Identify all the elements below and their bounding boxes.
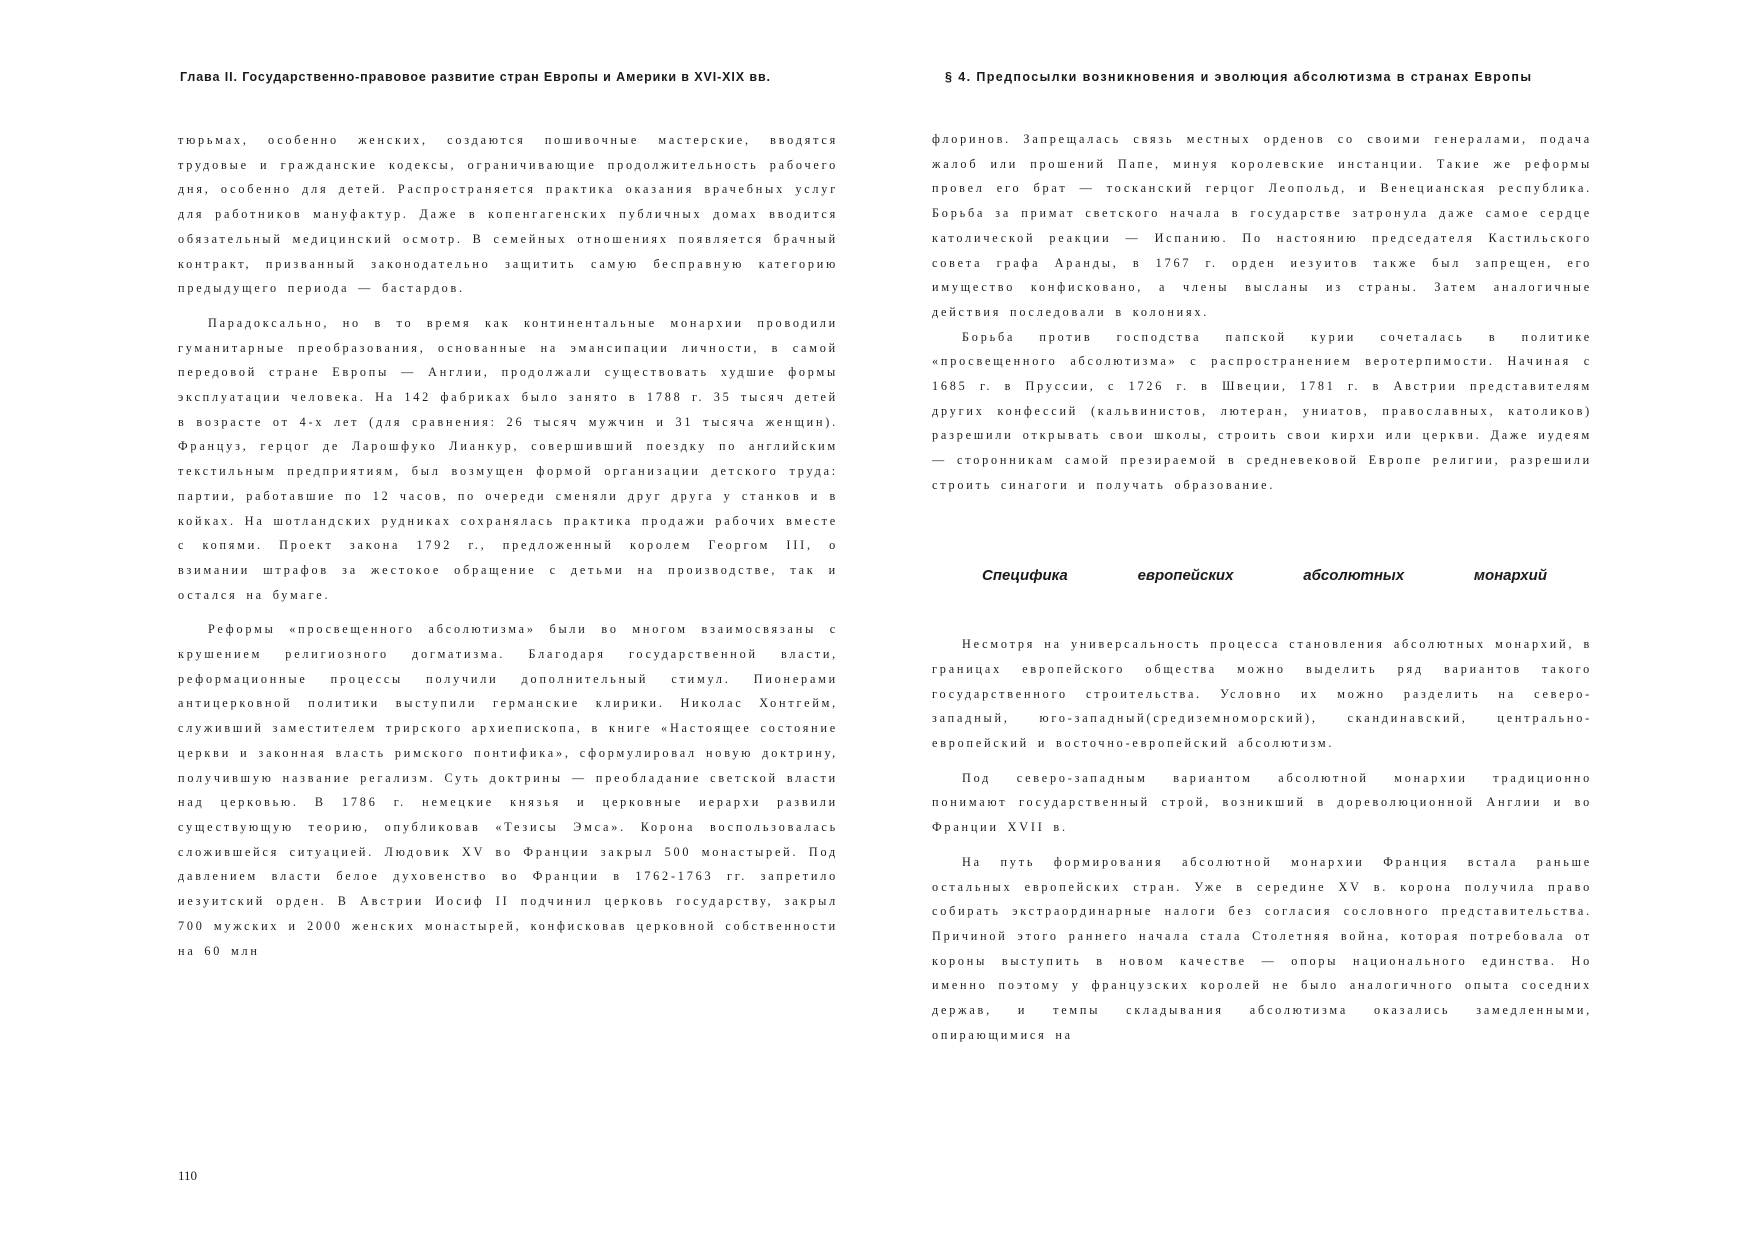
running-head-left: Глава II. Государственно-правовое развитие стран Европы и Америки в XVI-XIX вв. [180, 70, 771, 84]
right-page-body [932, 127, 1592, 1048]
right-page [877, 0, 1754, 1239]
running-head-right: § 4. Предпосылки возникновения и эволюция абсолютизма в странах Европы [945, 70, 1533, 84]
left-paragraph-3: Реформы «просвещенного абсолютизма» были во многом взаимосвязаны с крушением религиозного догматизма. Благодаря государственной власти, реформационные процессы получили дополнительный стимул. Пионерами антицерковной политики выступили германские клирики. Николас Хонтгейм, служивший заместителем трирского архиепископа, в книге «Настоящее состояние церкви и законная власть римского понтифика», сформулировал новую доктрину, получившую название регализм. Суть доктрины — преобладание светской власти над церковью. В 1786 г. немецкие князья и церковные иерархи развили существующую теорию, опубликовав «Тезисы Эмса». Корона воспользовалась сложившейся ситуацией. Людовик XV во Франции закрыл 500 монастырей. Под давлением власти белое духовенство во Франции в 1762-1763 гг. запретило иезуитский орден. В Австрии Иосиф II подчинил церковь государству, закрыл 700 мужских и 2000 женских монастырей, конфисковав церковной собственности на 60 млн [178, 622, 838, 958]
left-page-body [178, 128, 838, 963]
section-heading-word-2: европейских [1137, 566, 1234, 584]
left-paragraph-2: Парадоксально, но в то время как континентальные монархии проводили гуманитарные преобразования, основанные на эмансипации личности, в самой передовой стране Европы — Англии, продолжали существовать худшие формы эксплуатации человека. На 142 фабриках было занято в 1788 г. 35 тысяч детей в возрасте от 4-х лет (для сравнения: 26 тысяч мужчин и 31 тысяча женщин). Француз, герцог де Ларошфуко Лианкур, совершивший поездку по английским текстильным предприятиям, был возмущен формой организации детского труда: партии, работавшие по 12 часов, по очереди сменяли друг друга у станков и в койках. На шотландских рудниках сохранялась практика продажи рабочих вместе с копями. Проект закона 1792 г., предложенный королем Георгом III, о взимании штрафов за жестокое обращение с детьми на производстве, так и остался на бумаге. [178, 315, 838, 602]
section-heading [932, 564, 1592, 589]
page-number: 110 [178, 1168, 198, 1183]
section-heading-word-1: Специфика [982, 566, 1068, 584]
left-paragraph-1: тюрьмах, особенно женских, создаются пошивочные мастерские, вводятся трудовые и гражданские кодексы, ограничивающие продолжительность рабочего дня, особенно для детей. Распространяется практика оказания врачебных услуг для работников мануфактур. Даже в копенгагенских публичных домах вводится обязательный медицинский осмотр. В семейных отношениях появляется брачный контракт, призванный законодательно защитить самую бесправную категорию предыдущего периода — бастардов. [178, 133, 838, 296]
right-paragraph-2: Борьба против господства папской курии сочеталась в политике «просвещенного абсолютизма» с распространением веротерпимости. Начиная с 1685 г. в Пруссии, с 1726 г. в Швеции, 1781 г. в Австрии представителям других конфессий (кальвинистов, лютеран, униатов, православных, католиков) разрешили открывать свои школы, строить свои кирхи или церкви. Даже иудеям — сторонникам самой презираемой в средневековой Европе религии, разрешили строить синагоги и получать образование. [932, 329, 1592, 492]
right-paragraph-3: Несмотря на универсальность процесса становления абсолютных монархий, в границах европейского общества можно выделить ряд вариантов такого государственного строительства. Условно их можно разделить на северо-западный, юго-западный(средиземноморский), скандинавский, центрально-европейский и восточно-европейский абсолютизм. [932, 637, 1592, 751]
right-paragraph-1: флоринов. Запрещалась связь местных орденов со своими генералами, подача жалоб или прошений Папе, минуя королевские инстанции. Такие же реформы провел его брат — тосканский герцог Леопольд, и Венецианская республика. Борьба за примат светского начала в государстве затронула даже самое сердце католической реакции — Испанию. По настоянию председателя Кастильского совета графа Аранды, в 1767 г. орден иезуитов также был запрещен, его имущество конфисковано, а члены высланы из страны. Затем аналогичные действия последовали в колониях. [932, 132, 1592, 319]
right-paragraph-4: Под северо-западным вариантом абсолютной монархии традиционно понимают государственный строй, возникший в дореволюционной Англии и во Франции XVII в. [932, 770, 1592, 835]
section-heading-word-3: абсолютных [1303, 566, 1405, 584]
right-paragraph-5: На путь формирования абсолютной монархии Франция встала раньше остальных европейских стран. Уже в середине XV в. корона получила право собирать экстраординарные налоги без согласия сословного представительства. Причиной этого раннего начала стала Столетняя война, которая потребовала от короны выступить в новом качестве — опоры национального единства. Но именно поэтому у французских королей не было аналогичного опыта соседних держав, и темпы складывания абсолютизма оказались замедленными, опирающимися на [932, 854, 1592, 1042]
section-heading-word-4: монархий [1473, 566, 1547, 584]
